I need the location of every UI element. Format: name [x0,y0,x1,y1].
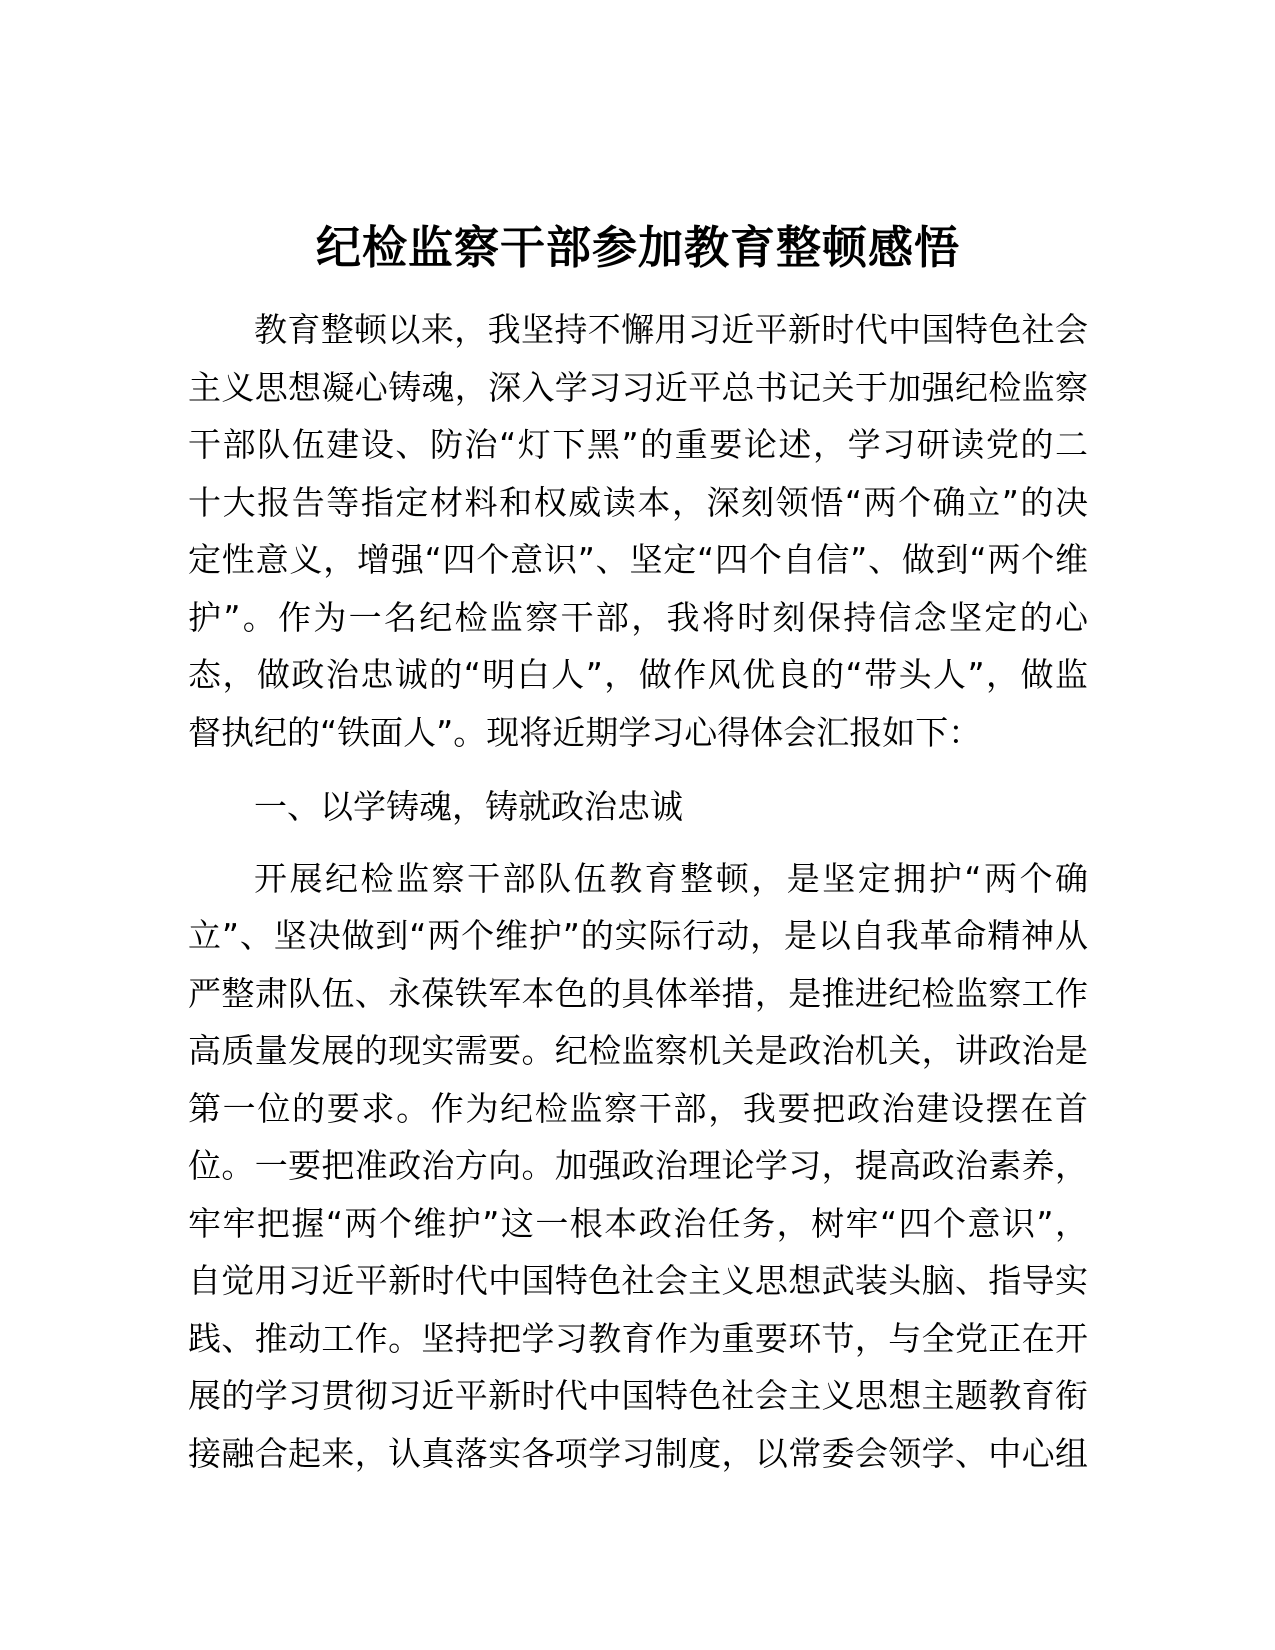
text-line: 护”。作为一名纪检监察干部，我将时刻保持信念坚定的心 [188,597,1088,637]
section-heading-1: 一、以学铸魂，铸就政治忠诚 [254,787,683,826]
text-line: 主义思想凝心铸魂，深入学习习近平总书记关于加强纪检监察 [188,367,1088,407]
text-line: 接融合起来，认真落实各项学习制度，以常委会领学、中心组 [188,1433,1088,1473]
text-line: 牢牢把握“两个维护”这一根本政治任务，树牢“四个意识”， [188,1203,1088,1243]
text-line: 督执纪的“铁面人”。现将近期学习心得体会汇报如下： [188,712,982,752]
document-title: 纪检监察干部参加教育整顿感悟 [315,221,960,274]
paragraph-2 [188,850,1088,1483]
text-line: 立”、坚决做到“两个维护”的实际行动，是以自我革命精神从 [188,916,1088,955]
paragraph-1 [188,301,1088,761]
text-line: 开展纪检监察干部队伍教育整顿，是坚定拥护“两个确 [254,858,1088,898]
text-line: 严整肃队伍、永葆铁军本色的具体举措，是推进纪检监察工作 [188,973,1088,1013]
text-line: 践、推动工作。坚持把学习教育作为重要环节，与全党正在开 [188,1318,1088,1358]
text-line: 位。一要把准政治方向。加强政治理论学习，提高政治素养， [188,1146,1088,1185]
text-line: 干部队伍建设、防治“灯下黑”的重要论述，学习研读党的二 [188,425,1088,464]
text-line: 自觉用习近平新时代中国特色社会主义思想武装头脑、指导实 [188,1261,1088,1300]
text-line: 定性意义，增强“四个意识”、坚定“四个自信”、做到“两个维 [188,540,1088,579]
text-line: 展的学习贯彻习近平新时代中国特色社会主义思想主题教育衔 [188,1376,1088,1415]
text-line: 高质量发展的现实需要。纪检监察机关是政治机关，讲政治是 [188,1031,1088,1070]
text-line: 态，做政治忠诚的“明白人”，做作风优良的“带头人”，做监 [188,655,1088,694]
document-content [188,219,1088,1482]
text-line: 教育整顿以来，我坚持不懈用习近平新时代中国特色社会 [254,310,1088,349]
text-line: 第一位的要求。作为纪检监察干部，我要把政治建设摆在首 [188,1088,1088,1128]
text-line: 十大报告等指定材料和权威读本，深刻领悟“两个确立”的决 [188,482,1088,522]
